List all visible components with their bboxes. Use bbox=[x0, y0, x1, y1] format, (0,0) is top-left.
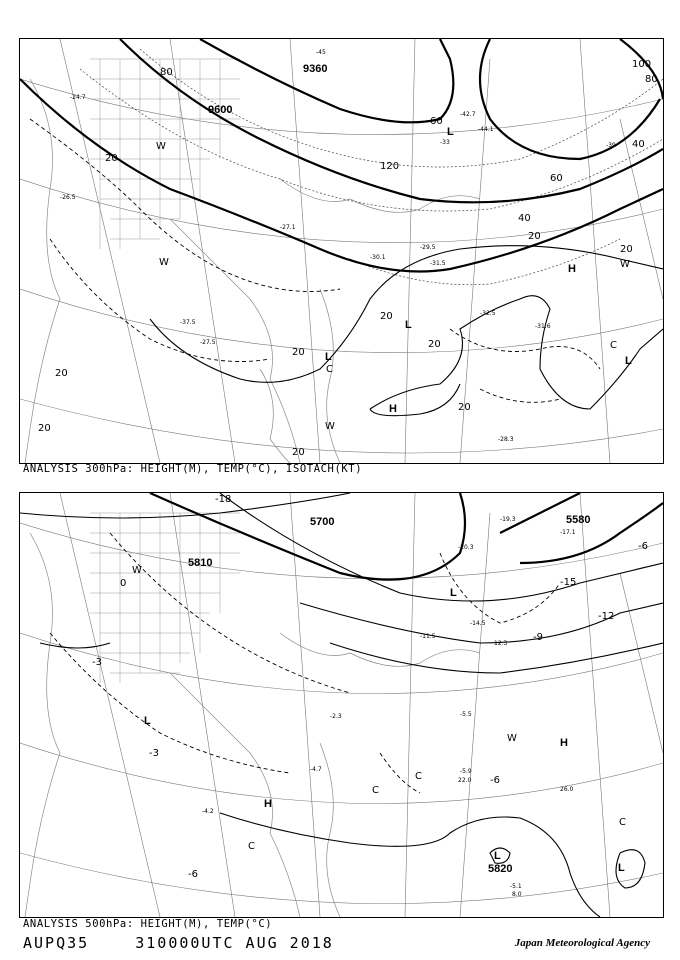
temp-label: -24.7 bbox=[70, 94, 86, 101]
warm-marker: W bbox=[159, 257, 169, 268]
temp-label: -6 bbox=[638, 541, 648, 552]
cold-marker: C bbox=[610, 340, 617, 351]
low-marker: L bbox=[405, 319, 412, 331]
isotach-label: 20 bbox=[528, 231, 541, 242]
temp-label: -27.1 bbox=[280, 224, 296, 231]
isotach-label: 20 bbox=[380, 311, 393, 322]
temp-label: -9 bbox=[533, 632, 543, 643]
isotach-label: 60 bbox=[550, 173, 563, 184]
low-marker: L bbox=[450, 587, 457, 599]
isotach-label: 20 bbox=[428, 339, 441, 350]
temp-label: -31.6 bbox=[535, 323, 551, 330]
temp-label: -11.5 bbox=[420, 633, 436, 640]
isotach-label: 40 bbox=[632, 139, 645, 150]
temp-label: -4.2 bbox=[202, 808, 214, 815]
high-marker: H bbox=[389, 403, 397, 415]
temp-label: -5.5 bbox=[460, 711, 472, 718]
temp-label: -15 bbox=[560, 577, 577, 588]
temp-label: 26.0 bbox=[560, 786, 574, 793]
low-marker: L bbox=[144, 715, 151, 727]
isotach-label: 80 bbox=[160, 67, 173, 78]
high-marker: H bbox=[560, 737, 568, 749]
low-marker: L bbox=[325, 351, 332, 363]
low-marker: L bbox=[618, 862, 625, 874]
height-contours bbox=[20, 493, 663, 917]
map-300hpa-canvas bbox=[20, 39, 663, 463]
cold-marker: C bbox=[372, 785, 379, 796]
isotach-lines bbox=[80, 49, 663, 285]
bulletin-id: AUPQ35 bbox=[23, 934, 90, 952]
temp-label: -18 bbox=[215, 494, 232, 505]
temp-label: -4.7 bbox=[310, 766, 322, 773]
warm-marker: W bbox=[620, 259, 630, 270]
pressure-systems bbox=[132, 565, 626, 874]
isotach-label: 60 bbox=[430, 116, 443, 127]
isotach-label: 20 bbox=[105, 153, 118, 164]
low-marker: L bbox=[494, 850, 501, 862]
temp-label: -3 bbox=[92, 657, 102, 668]
isotach-label: 20 bbox=[458, 402, 471, 413]
caption-300hpa: ANALYSIS 300hPa: HEIGHT(M), TEMP(°C), ISOTACH(KT) bbox=[23, 463, 363, 475]
lat-lon-grid bbox=[20, 39, 663, 463]
height-contours bbox=[20, 39, 663, 416]
temp-label: 12.3 bbox=[494, 640, 508, 647]
height-label-5810: 5810 bbox=[188, 557, 213, 569]
isotach-label: 20 bbox=[55, 368, 68, 379]
temp-label: -27.5 bbox=[200, 339, 216, 346]
terrain-hatch bbox=[90, 513, 240, 683]
temp-label: -33 bbox=[440, 139, 450, 146]
cold-marker: C bbox=[619, 817, 626, 828]
valid-datetime: 310000UTC AUG 2018 bbox=[135, 934, 334, 952]
temp-label: -31.5 bbox=[430, 260, 446, 267]
isotach-label: 40 bbox=[518, 213, 531, 224]
temp-label: -14.5 bbox=[470, 620, 486, 627]
cold-marker: C bbox=[248, 841, 255, 852]
caption-500hpa: ANALYSIS 500hPa: HEIGHT(M), TEMP(°C) bbox=[23, 918, 273, 930]
temp-label: -6 bbox=[188, 869, 198, 880]
temp-label: -30.1 bbox=[370, 254, 386, 261]
temp-label: -3 bbox=[149, 748, 159, 759]
temp-label: -39 bbox=[606, 142, 616, 149]
temp-label: -19.3 bbox=[500, 516, 516, 523]
isotach-label: 80 bbox=[645, 74, 658, 85]
warm-marker: W bbox=[132, 565, 142, 576]
lat-lon-grid bbox=[20, 493, 663, 917]
temp-label: -17.1 bbox=[560, 529, 576, 536]
low-marker: L bbox=[447, 126, 454, 138]
height-label-9360: 9360 bbox=[303, 63, 328, 75]
agency-credit: Japan Meteorological Agency bbox=[514, 937, 650, 949]
warm-marker: W bbox=[325, 421, 335, 432]
height-label-5700: 5700 bbox=[310, 516, 335, 528]
temperature-labels bbox=[92, 494, 648, 898]
high-marker: H bbox=[568, 263, 576, 275]
height-label-9600: 9600 bbox=[208, 104, 233, 116]
isotach-label: 20 bbox=[38, 423, 51, 434]
temp-label: -44.1 bbox=[478, 126, 494, 133]
isotach-label: 20 bbox=[620, 244, 633, 255]
height-label-5580: 5580 bbox=[566, 514, 591, 526]
temp-label: 8.0 bbox=[512, 891, 522, 898]
temp-label: -20.3 bbox=[458, 544, 474, 551]
temp-label: -5.1 bbox=[510, 883, 522, 890]
temp-label: -42.7 bbox=[460, 111, 476, 118]
temp-label: 22.0 bbox=[458, 777, 472, 784]
temp-label: -6 bbox=[490, 775, 500, 786]
temp-label: -32.5 bbox=[480, 310, 496, 317]
temp-label: -45 bbox=[316, 49, 326, 56]
isotach-label: 100 bbox=[632, 59, 652, 70]
coastlines bbox=[25, 533, 480, 917]
isotach-label: 20 bbox=[292, 447, 305, 458]
map-300hpa bbox=[19, 38, 664, 464]
isotach-label: 120 bbox=[380, 161, 400, 172]
temp-label: -12 bbox=[598, 611, 615, 622]
temperature-lines bbox=[50, 533, 560, 793]
low-marker: L bbox=[625, 355, 632, 367]
bulletin-header bbox=[23, 934, 334, 952]
height-label-5820: 5820 bbox=[488, 863, 513, 875]
temp-label: 0 bbox=[120, 578, 127, 589]
map-500hpa-canvas bbox=[20, 493, 663, 917]
temp-label: -26.5 bbox=[60, 194, 76, 201]
temp-label: -2.3 bbox=[330, 713, 342, 720]
warm-marker: W bbox=[507, 733, 517, 744]
temp-label: -37.5 bbox=[180, 319, 196, 326]
cold-marker: C bbox=[415, 771, 422, 782]
high-marker: H bbox=[264, 798, 272, 810]
cold-marker: C bbox=[326, 364, 333, 375]
isotach-label: 20 bbox=[292, 347, 305, 358]
map-500hpa bbox=[19, 492, 664, 918]
warm-marker: W bbox=[156, 141, 166, 152]
temp-label: -29.5 bbox=[420, 244, 436, 251]
temp-label: -5.9 bbox=[460, 768, 472, 775]
temp-label: -28.3 bbox=[498, 436, 514, 443]
